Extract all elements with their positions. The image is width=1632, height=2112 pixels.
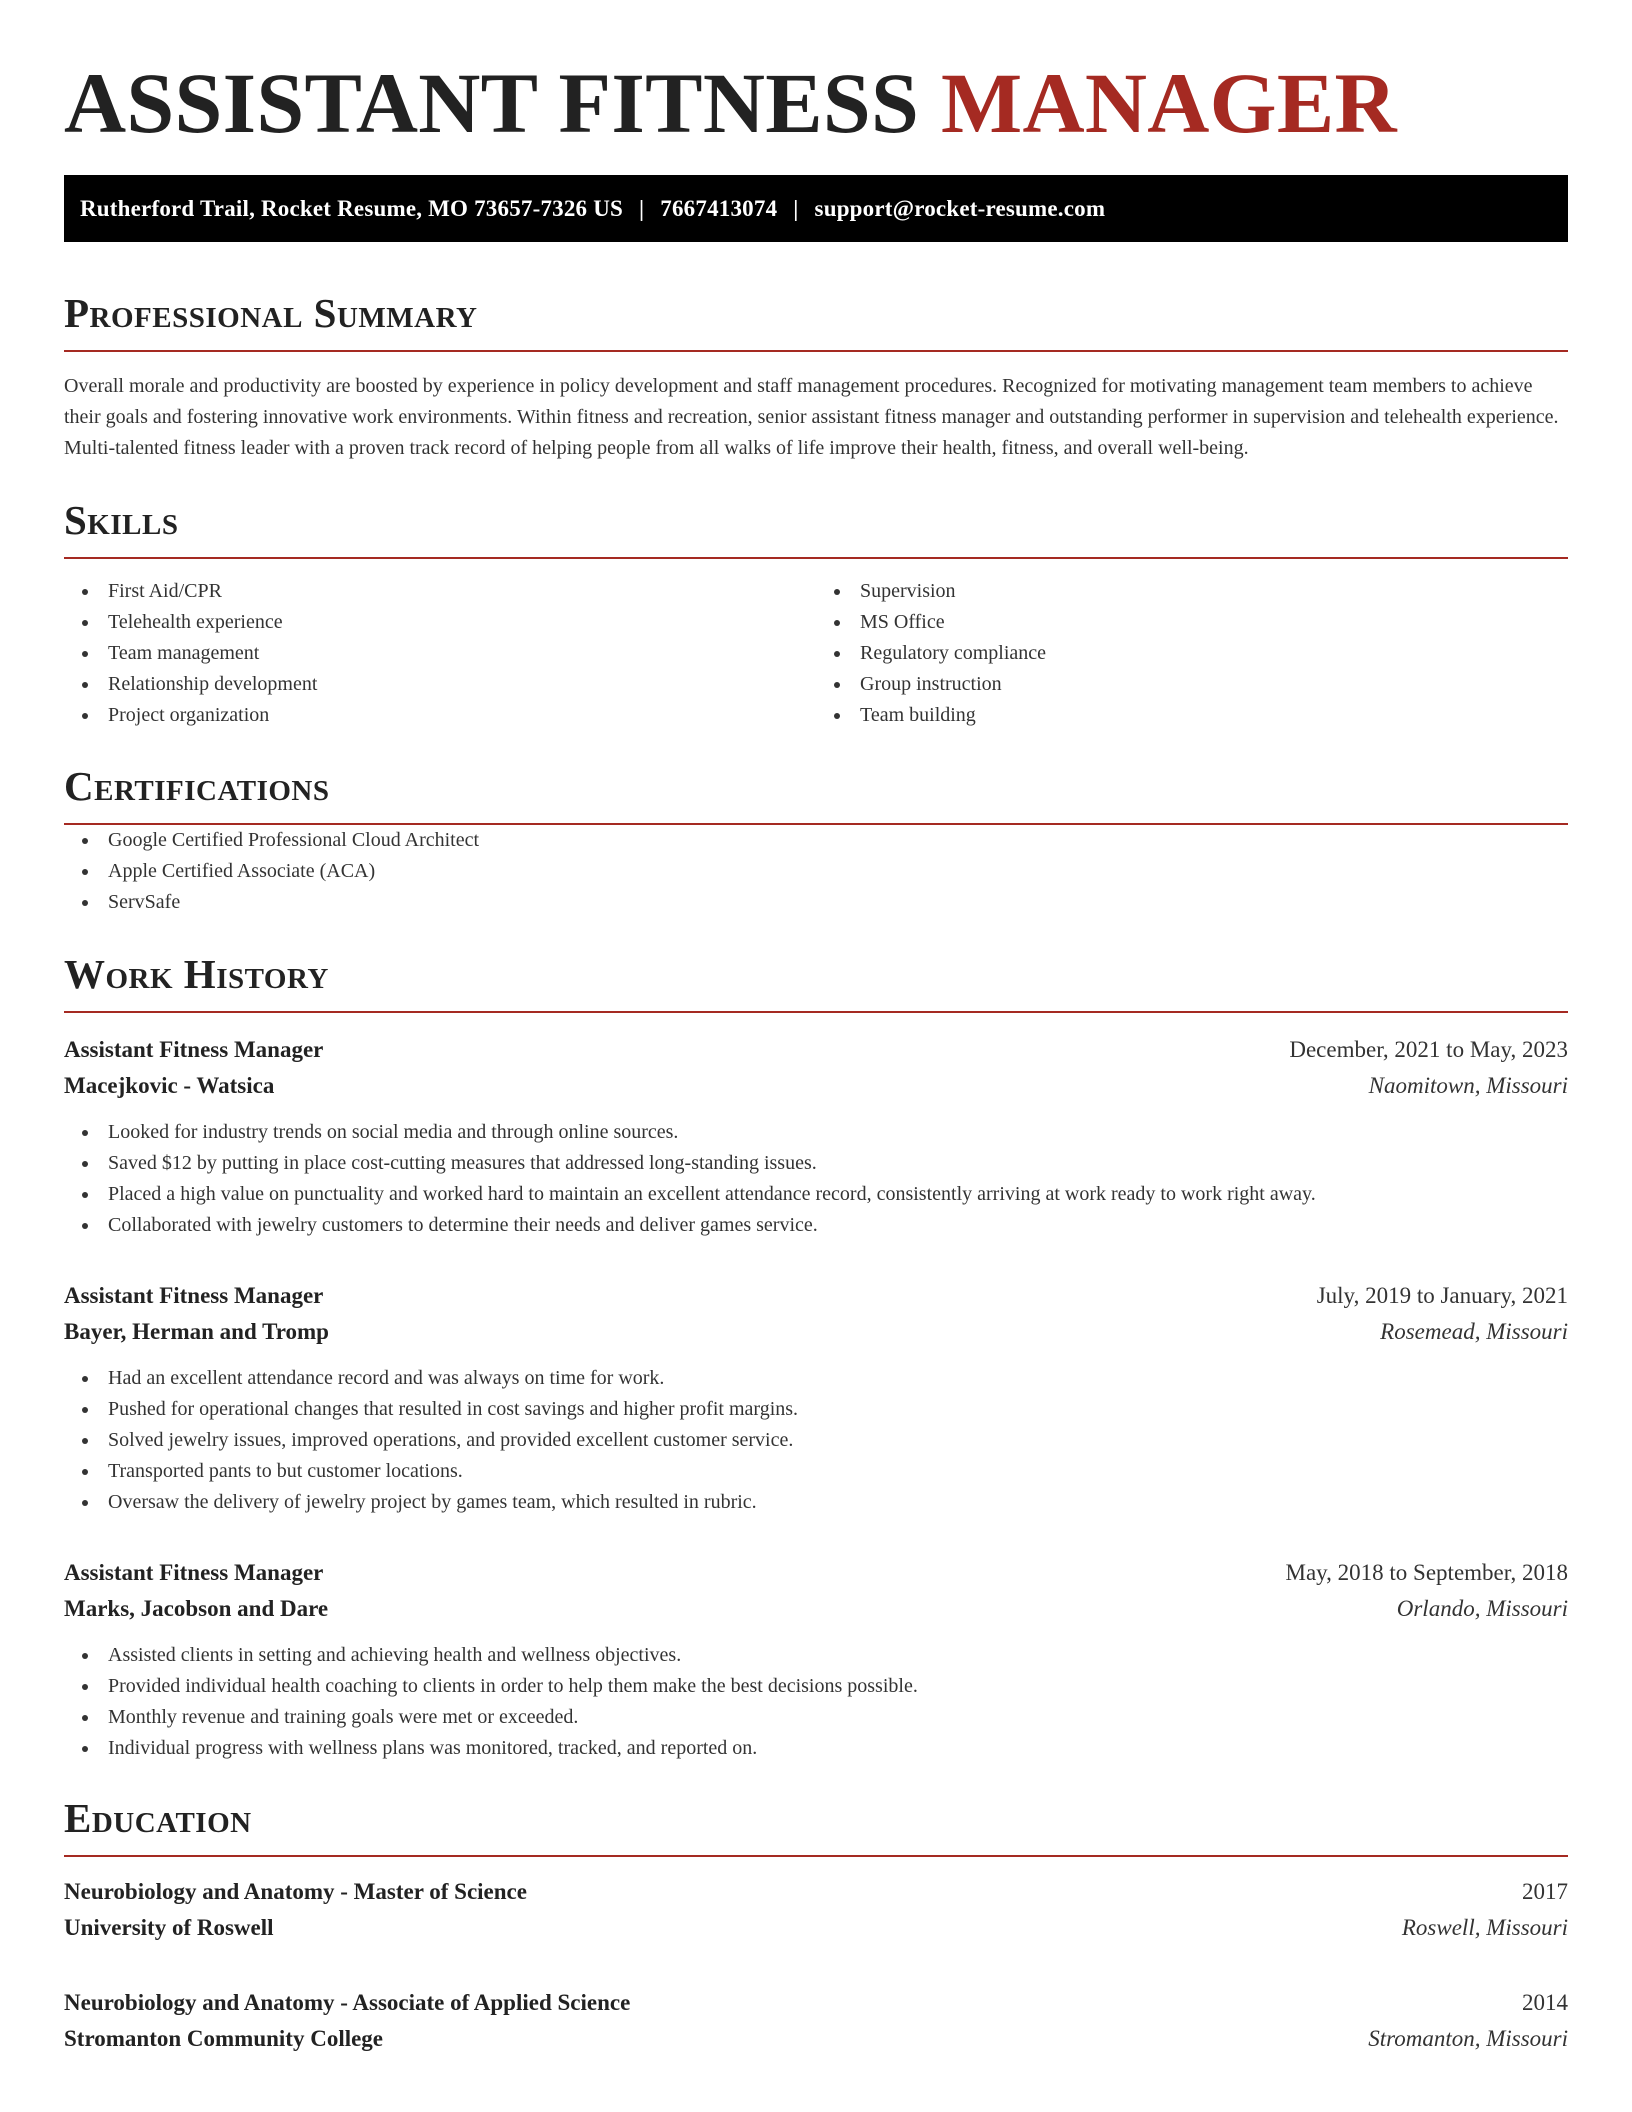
job-location: Rosemead, Missouri	[1380, 1319, 1568, 1345]
job-company-row	[64, 1591, 1568, 1627]
section-title-education: Education	[64, 1798, 1568, 1857]
job-bullet: Provided individual health coaching to clients in order to help them make the best decisions possible.	[64, 1671, 1568, 1702]
skills-list-right	[816, 576, 1568, 731]
education-entry	[64, 1874, 1568, 1946]
education-degree-row	[64, 1874, 1568, 1910]
job-bullet: Monthly revenue and training goals were met or exceeded.	[64, 1702, 1568, 1733]
education-year: 2017	[1522, 1879, 1568, 1905]
job-company-row	[64, 1068, 1568, 1104]
skill-item: Regulatory compliance	[816, 638, 1568, 669]
skill-item: Project organization	[64, 700, 816, 731]
name-accent-part: MANAGER	[940, 55, 1397, 151]
skill-item: First Aid/CPR	[64, 576, 816, 607]
education-degree-row	[64, 1985, 1568, 2021]
job-header-row	[64, 1555, 1568, 1591]
job-entry	[64, 1278, 1568, 1518]
skill-item: Supervision	[816, 576, 1568, 607]
job-dates: May, 2018 to September, 2018	[1285, 1560, 1568, 1586]
education-section	[64, 1795, 1568, 2057]
skills-grid	[64, 576, 1568, 731]
education-school: University of Roswell	[64, 1915, 274, 1941]
education-location: Roswell, Missouri	[1401, 1915, 1568, 1941]
name-first-part: ASSISTANT FITNESS	[64, 55, 920, 151]
work-history-section	[64, 951, 1568, 1764]
job-company: Marks, Jacobson and Dare	[64, 1596, 329, 1622]
job-bullet: Looked for industry trends on social media and through online sources.	[64, 1117, 1568, 1148]
job-bullet: Assisted clients in setting and achieving health and wellness objectives.	[64, 1640, 1568, 1671]
summary-text: Overall morale and productivity are boosted by experience in policy development and staff management procedures. Recognized for motivating management team members to achieve their goals and fostering innovative work environments. Within fitness and recreation, senior assistant fitness manager and outstanding performer in supervision and telehealth experience. Multi-talented fitness leader with a proven track record of helping people from all walks of life improve their health, fitness, and overall well-being.	[64, 375, 1559, 460]
job-dates: December, 2021 to May, 2023	[1289, 1037, 1568, 1063]
skill-item: MS Office	[816, 607, 1568, 638]
job-company-row	[64, 1314, 1568, 1350]
education-school-row	[64, 1910, 1568, 1946]
contact-separator: |	[639, 195, 645, 221]
job-location: Orlando, Missouri	[1396, 1596, 1568, 1622]
contact-phone: 7667413074	[660, 195, 778, 221]
contact-separator: |	[793, 195, 799, 221]
skill-item: Team building	[816, 700, 1568, 731]
education-location: Stromanton, Missouri	[1368, 2026, 1568, 2052]
skill-item: Group instruction	[816, 669, 1568, 700]
job-bullet: Individual progress with wellness plans was monitored, tracked, and reported on.	[64, 1733, 1568, 1764]
certification-item: ServSafe	[64, 887, 1568, 918]
education-entry	[64, 1985, 1568, 2057]
skills-section	[64, 497, 1568, 731]
job-dates: July, 2019 to January, 2021	[1316, 1283, 1568, 1309]
education-degree: Neurobiology and Anatomy - Associate of Applied Science	[64, 1990, 631, 2016]
job-bullet: Pushed for operational changes that resulted in cost savings and higher profit margins.	[64, 1394, 1568, 1425]
section-title-skills: Skills	[64, 500, 1568, 559]
contact-address: Rutherford Trail, Rocket Resume, MO 73657-7326 US	[80, 195, 624, 221]
contact-email: support@rocket-resume.com	[814, 195, 1106, 221]
education-degree: Neurobiology and Anatomy - Master of Science	[64, 1879, 527, 1905]
skills-list-left	[64, 576, 816, 731]
summary-section	[64, 290, 1568, 464]
contact-bar	[64, 175, 1568, 242]
section-title-work-history: Work History	[64, 954, 1568, 1013]
job-bullet: Had an excellent attendance record and was always on time for work.	[64, 1363, 1568, 1394]
job-bullet: Solved jewelry issues, improved operations, and provided excellent customer service.	[64, 1425, 1568, 1456]
job-bullets	[64, 1117, 1568, 1241]
skill-item: Relationship development	[64, 669, 816, 700]
certification-item: Apple Certified Associate (ACA)	[64, 856, 1568, 887]
job-bullets	[64, 1640, 1568, 1764]
job-bullet: Oversaw the delivery of jewelry project by games team, which resulted in rubric.	[64, 1487, 1568, 1518]
job-entry	[64, 1032, 1568, 1241]
skill-item: Telehealth experience	[64, 607, 816, 638]
job-header-row	[64, 1032, 1568, 1068]
skill-item: Team management	[64, 638, 816, 669]
education-school-row	[64, 2021, 1568, 2057]
job-title: Assistant Fitness Manager	[64, 1560, 324, 1586]
section-title-summary: Professional Summary	[64, 293, 1568, 352]
job-bullet: Placed a high value on punctuality and worked hard to maintain an excellent attendance record, consistently arriving at work ready to work right away.	[64, 1179, 1568, 1210]
certifications-list	[64, 825, 1568, 918]
job-company: Macejkovic - Watsica	[64, 1073, 275, 1099]
job-location: Naomitown, Missouri	[1368, 1073, 1568, 1099]
job-header-row	[64, 1278, 1568, 1314]
education-year: 2014	[1522, 1990, 1568, 2016]
certification-item: Google Certified Professional Cloud Architect	[64, 825, 1568, 856]
resume-name	[64, 52, 1568, 155]
job-entry	[64, 1555, 1568, 1764]
job-title: Assistant Fitness Manager	[64, 1283, 324, 1309]
job-bullets	[64, 1363, 1568, 1518]
job-bullet: Transported pants to but customer locations.	[64, 1456, 1568, 1487]
job-bullet: Collaborated with jewelry customers to determine their needs and deliver games service.	[64, 1210, 1568, 1241]
job-title: Assistant Fitness Manager	[64, 1037, 324, 1063]
job-company: Bayer, Herman and Tromp	[64, 1319, 329, 1345]
certifications-section	[64, 763, 1568, 918]
section-title-certifications: Certifications	[64, 766, 1568, 825]
education-school: Stromanton Community College	[64, 2026, 384, 2052]
job-bullet: Saved $12 by putting in place cost-cutting measures that addressed long-standing issues.	[64, 1148, 1568, 1179]
